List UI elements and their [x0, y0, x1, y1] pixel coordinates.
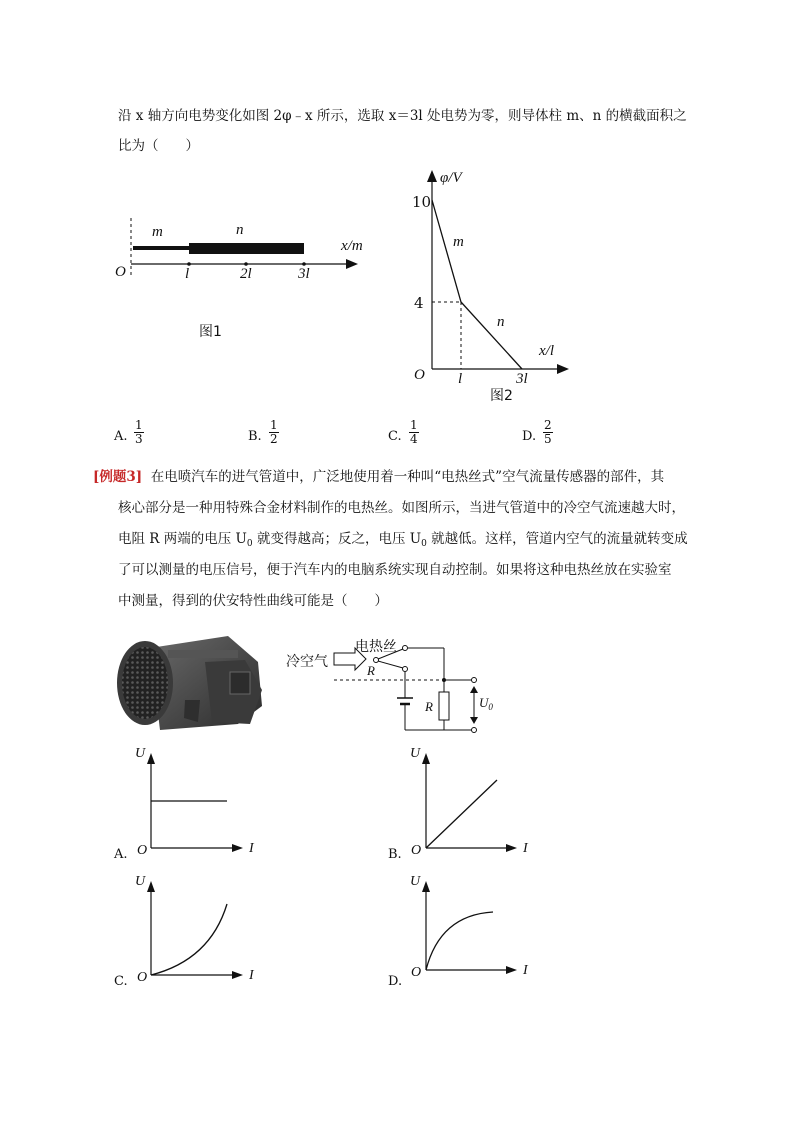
- graph-b-origin: O: [411, 843, 422, 858]
- option-c-numerator: 1: [410, 418, 418, 432]
- u-subscript: 0: [488, 702, 493, 712]
- fig1-caption: 图1: [199, 324, 222, 340]
- example-3-text-3a: 电阻 R 两端的电压 U: [118, 531, 247, 547]
- fig2-y-tick-4: 4: [414, 294, 424, 312]
- u-symbol: U: [479, 695, 489, 710]
- graph-c-origin: O: [137, 970, 148, 985]
- fig2-x-tick-l: l: [458, 371, 463, 387]
- option-b-denominator: 2: [270, 432, 278, 446]
- graph-b-letter: B.: [388, 847, 402, 862]
- fig1-axis-label: x/m: [341, 238, 363, 254]
- example-3-line-2: 核心部分是一种用特殊合金材料制作的电热丝。如图所示，当进气管道中的冷空气流速越大时，: [118, 500, 685, 516]
- fig1-tick-3l: 3l: [298, 266, 310, 282]
- option-b-letter: B.: [248, 429, 262, 444]
- graph-a-i-label: I: [249, 841, 254, 856]
- fig1-label-m: m: [152, 224, 163, 240]
- cold-air-label: 冷空气: [286, 654, 328, 670]
- example-3-line-4: 了可以测量的电压信号，便于汽车内的电脑系统实现自动控制。如果将这种电热丝放在实验室: [118, 562, 672, 578]
- subscript-0-a: 0: [246, 539, 253, 549]
- circuit-label-r-wire: R: [367, 663, 375, 678]
- subscript-0-b: 0: [421, 539, 427, 549]
- graph-d-u-label: U: [410, 874, 421, 889]
- option-d-letter: D.: [522, 429, 537, 444]
- graph-a-u-label: U: [135, 746, 146, 761]
- fig1-origin: O: [115, 264, 126, 280]
- option-a-denominator: 3: [135, 432, 143, 446]
- graph-b-i-label: I: [523, 841, 528, 856]
- graph-b-u-label: U: [410, 746, 421, 761]
- fig2-x-axis-label: x/l: [539, 343, 554, 359]
- graph-d-origin: O: [411, 965, 422, 980]
- example-3-text-3b: 就变得越高；反之，电压 U: [252, 531, 422, 547]
- graph-d-letter: D.: [388, 974, 403, 989]
- fig2-caption: 图2: [490, 388, 513, 404]
- graph-c-u-label: U: [135, 874, 146, 889]
- graph-d-i-label: I: [523, 963, 528, 978]
- example-3-text-1: 在电喷汽车的进气管道中，广泛地使用着一种叫“电热丝式”空气流量传感器的部件，其: [150, 469, 665, 485]
- fig2-origin: O: [414, 367, 425, 383]
- fig2-y-axis-label: φ/V: [440, 170, 462, 186]
- fig2-label-m: m: [453, 234, 464, 250]
- fig1-label-n: n: [236, 222, 244, 238]
- fig2-y-tick-10: 10: [412, 193, 432, 211]
- fig1-tick-2l: 2l: [240, 266, 252, 282]
- option-c-letter: C.: [388, 429, 402, 444]
- option-a-numerator: 1: [135, 418, 143, 432]
- graph-d-curve: [426, 912, 493, 970]
- question-text-line-2: 比为（ ）: [118, 138, 199, 154]
- fig2-x-tick-3l: 3l: [516, 371, 528, 387]
- option-c-denominator: 4: [410, 432, 418, 446]
- example-3-text-3c: 就越低。这样，管道内空气的流量就转变成: [426, 531, 688, 547]
- graph-b-curve: [426, 780, 497, 848]
- graph-c-i-label: I: [249, 968, 254, 983]
- option-d-denominator: 5: [544, 432, 552, 446]
- graph-a-letter: A.: [114, 847, 128, 862]
- fig2-label-n: n: [497, 314, 505, 330]
- graph-c-letter: C.: [114, 974, 128, 989]
- question-text-line-1: 沿 x 轴方向电势变化如图 2φ﹣x 所示，选取 x＝3l 处电势为零，则导体柱 m、n 的横截面积之: [118, 108, 687, 124]
- circuit-label-r: R: [425, 699, 433, 714]
- heating-wire-label: 电热丝: [355, 639, 397, 655]
- option-a-letter: A.: [114, 429, 128, 444]
- example-3-line-5: 中测量，得到的伏安特性曲线可能是（ ）: [118, 593, 388, 609]
- fig1-tick-l: l: [185, 266, 190, 282]
- example-3-tag: [例题3]: [93, 469, 143, 485]
- graph-a-origin: O: [137, 843, 148, 858]
- graph-c-curve: [151, 904, 227, 975]
- option-b-numerator: 1: [270, 418, 278, 432]
- option-d-numerator: 2: [544, 418, 552, 432]
